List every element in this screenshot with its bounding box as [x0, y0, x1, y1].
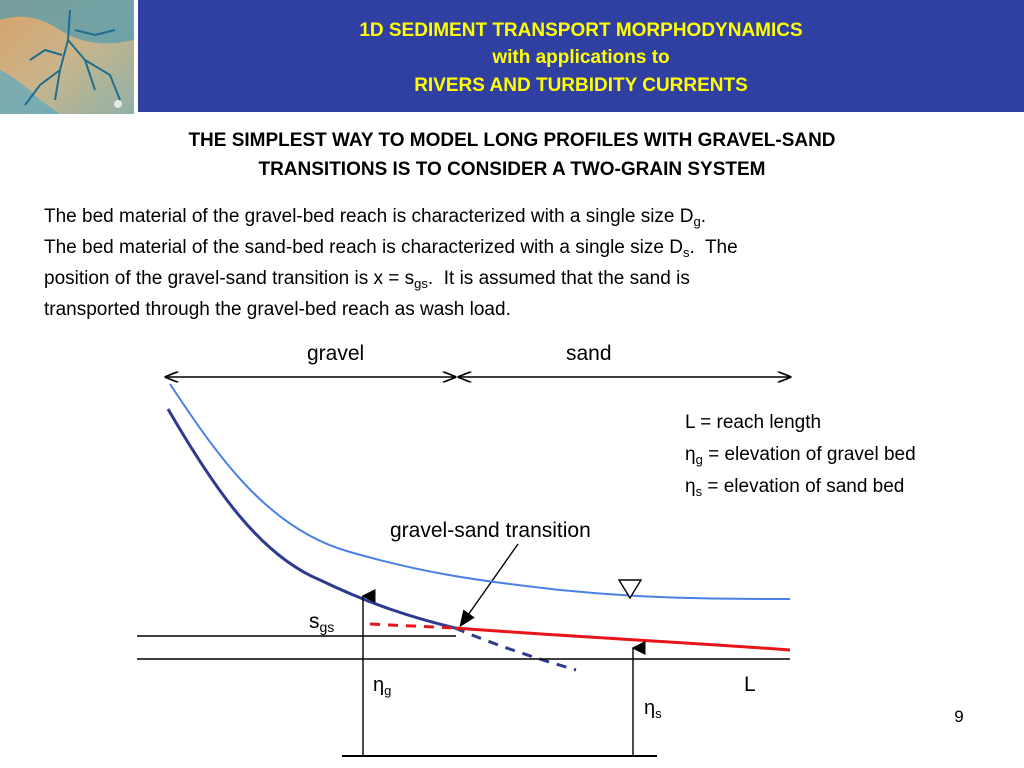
long-profile-diagram — [0, 330, 1024, 768]
sand-bed-line — [455, 628, 790, 650]
sgs-label — [309, 610, 334, 635]
legend-eta-g-text: = elevation of gravel bed — [702, 444, 916, 465]
legend-eta-s-sub: s — [695, 484, 703, 499]
eta-g-label-symbol: η — [373, 674, 385, 696]
slide-subtitle-line-1: THE SIMPLEST WAY TO MODEL LONG PROFILES WITH GRAVEL-SAND — [188, 130, 836, 151]
sand-label: sand — [566, 342, 612, 365]
body-line-3 — [44, 267, 690, 291]
body-line-2-end: . The — [689, 237, 738, 258]
page-number: 9 — [954, 707, 964, 726]
body-line-2 — [44, 236, 738, 260]
header-title-line-2: with applications to — [492, 47, 670, 68]
body-line-2-text: The bed material of the sand-bed reach is characterized with a single size D — [44, 237, 683, 258]
body-line-3-text: position of the gravel-sand transition is x = s — [44, 268, 415, 289]
eta-g-label — [373, 674, 391, 698]
river-delta-image-icon — [0, 0, 134, 114]
body-line-4: transported through the gravel-bed reach as wash load. — [44, 299, 511, 320]
body-line-2-sub: s — [682, 245, 690, 260]
l-label: L — [744, 673, 756, 696]
body-line-3-end: . It is assumed that the sand is — [427, 268, 690, 289]
body-line-3-sub: gs — [414, 276, 428, 291]
eta-s-label-symbol: η — [644, 697, 656, 719]
header-title-line-1: 1D SEDIMENT TRANSPORT MORPHODYNAMICS — [359, 20, 803, 41]
legend-eta-g — [685, 444, 916, 467]
body-line-1 — [44, 205, 706, 229]
legend-reach-length: L = reach length — [685, 412, 822, 433]
body-line-1-text: The bed material of the gravel-bed reach is characterized with a single size D — [44, 206, 694, 227]
header — [0, 0, 1024, 114]
gravel-label: gravel — [307, 342, 365, 365]
body-line-1-end: . — [700, 206, 707, 227]
sgs-label-main: s — [309, 610, 320, 633]
eta-s-label-sub: s — [655, 706, 662, 721]
slide-subtitle-line-2: TRANSITIONS IS TO CONSIDER A TWO-GRAIN SYSTEM — [258, 159, 766, 180]
transition-label: gravel-sand transition — [390, 519, 591, 542]
eta-s-label — [644, 697, 662, 721]
legend-eta-s-text: = elevation of sand bed — [702, 476, 905, 497]
body-line-1-sub: g — [693, 214, 701, 229]
sgs-label-sub: gs — [319, 619, 335, 635]
legend-eta-s — [685, 476, 904, 499]
header-title-line-3: RIVERS AND TURBIDITY CURRENTS — [414, 75, 748, 96]
eta-g-label-sub: g — [384, 683, 392, 698]
legend-eta-s-symbol: η — [685, 476, 696, 497]
legend-eta-g-symbol: η — [685, 444, 696, 465]
legend-eta-g-sub: g — [695, 452, 703, 467]
